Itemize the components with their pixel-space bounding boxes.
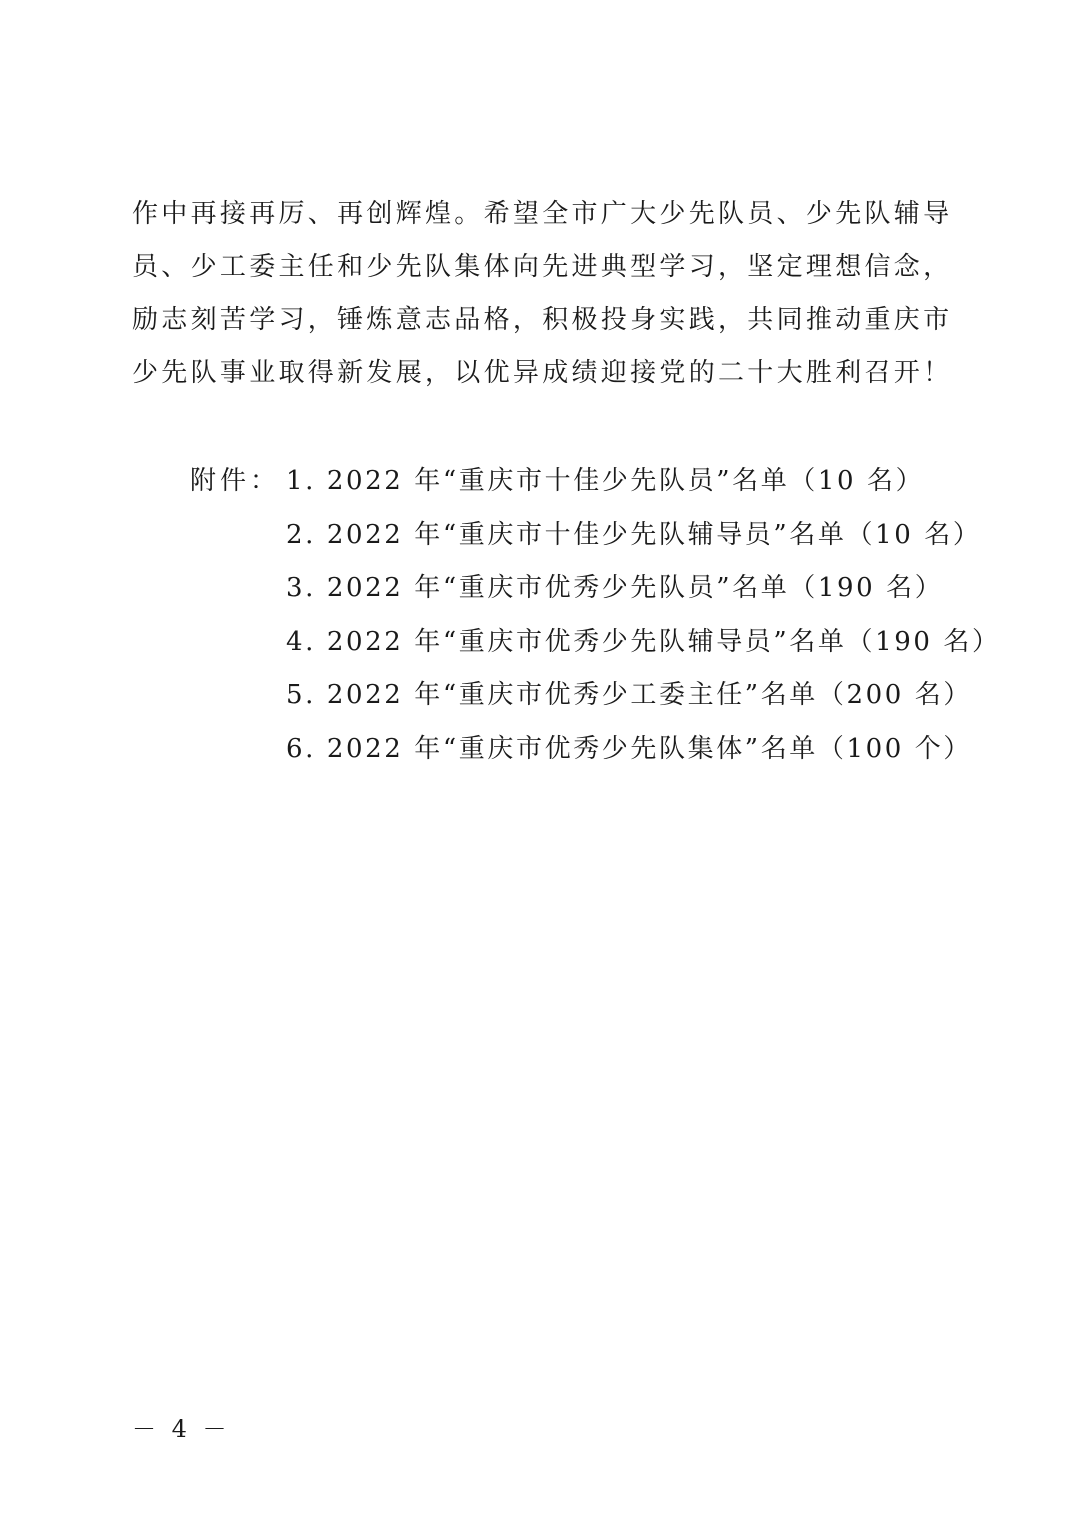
attachment-row <box>190 509 990 563</box>
attachment-row <box>190 669 990 723</box>
attachment-row <box>190 562 990 616</box>
attachment-row <box>190 723 990 777</box>
body-paragraph <box>132 188 952 400</box>
attachment-row <box>190 455 990 509</box>
paragraph-line: 励志刻苦学习，锤炼意志品格，积极投身实践，共同推动重庆市 <box>132 305 953 335</box>
attachment-row <box>190 616 1001 670</box>
attachments-label: 附件： <box>190 466 281 496</box>
attachment-item: 5. 2022 年“重庆市优秀少工委主任”名单（200 名） <box>286 680 972 710</box>
page-number: － 4 － <box>132 1415 231 1443</box>
attachment-item: 2. 2022 年“重庆市十佳少先队辅导员”名单（10 名） <box>286 519 982 550</box>
paragraph-line: 员、少工委主任和少先队集体向先进典型学习，坚定理想信念， <box>132 252 953 282</box>
attachment-item: 4. 2022 年“重庆市优秀少先队辅导员”名单（190 名） <box>286 626 1001 657</box>
paragraph-line: 少先队事业取得新发展，以优异成绩迎接党的二十大胜利召开！ <box>132 358 953 388</box>
paragraph-line: 作中再接再厉、再创辉煌。希望全市广大少先队员、少先队辅导 <box>132 199 953 229</box>
attachments-list <box>190 455 1001 776</box>
attachment-item: 1. 2022 年“重庆市十佳少先队员”名单（10 名） <box>286 466 925 496</box>
attachment-item: 6. 2022 年“重庆市优秀少先队集体”名单（100 个） <box>286 733 972 764</box>
attachment-item: 3. 2022 年“重庆市优秀少先队员”名单（190 名） <box>286 573 944 603</box>
